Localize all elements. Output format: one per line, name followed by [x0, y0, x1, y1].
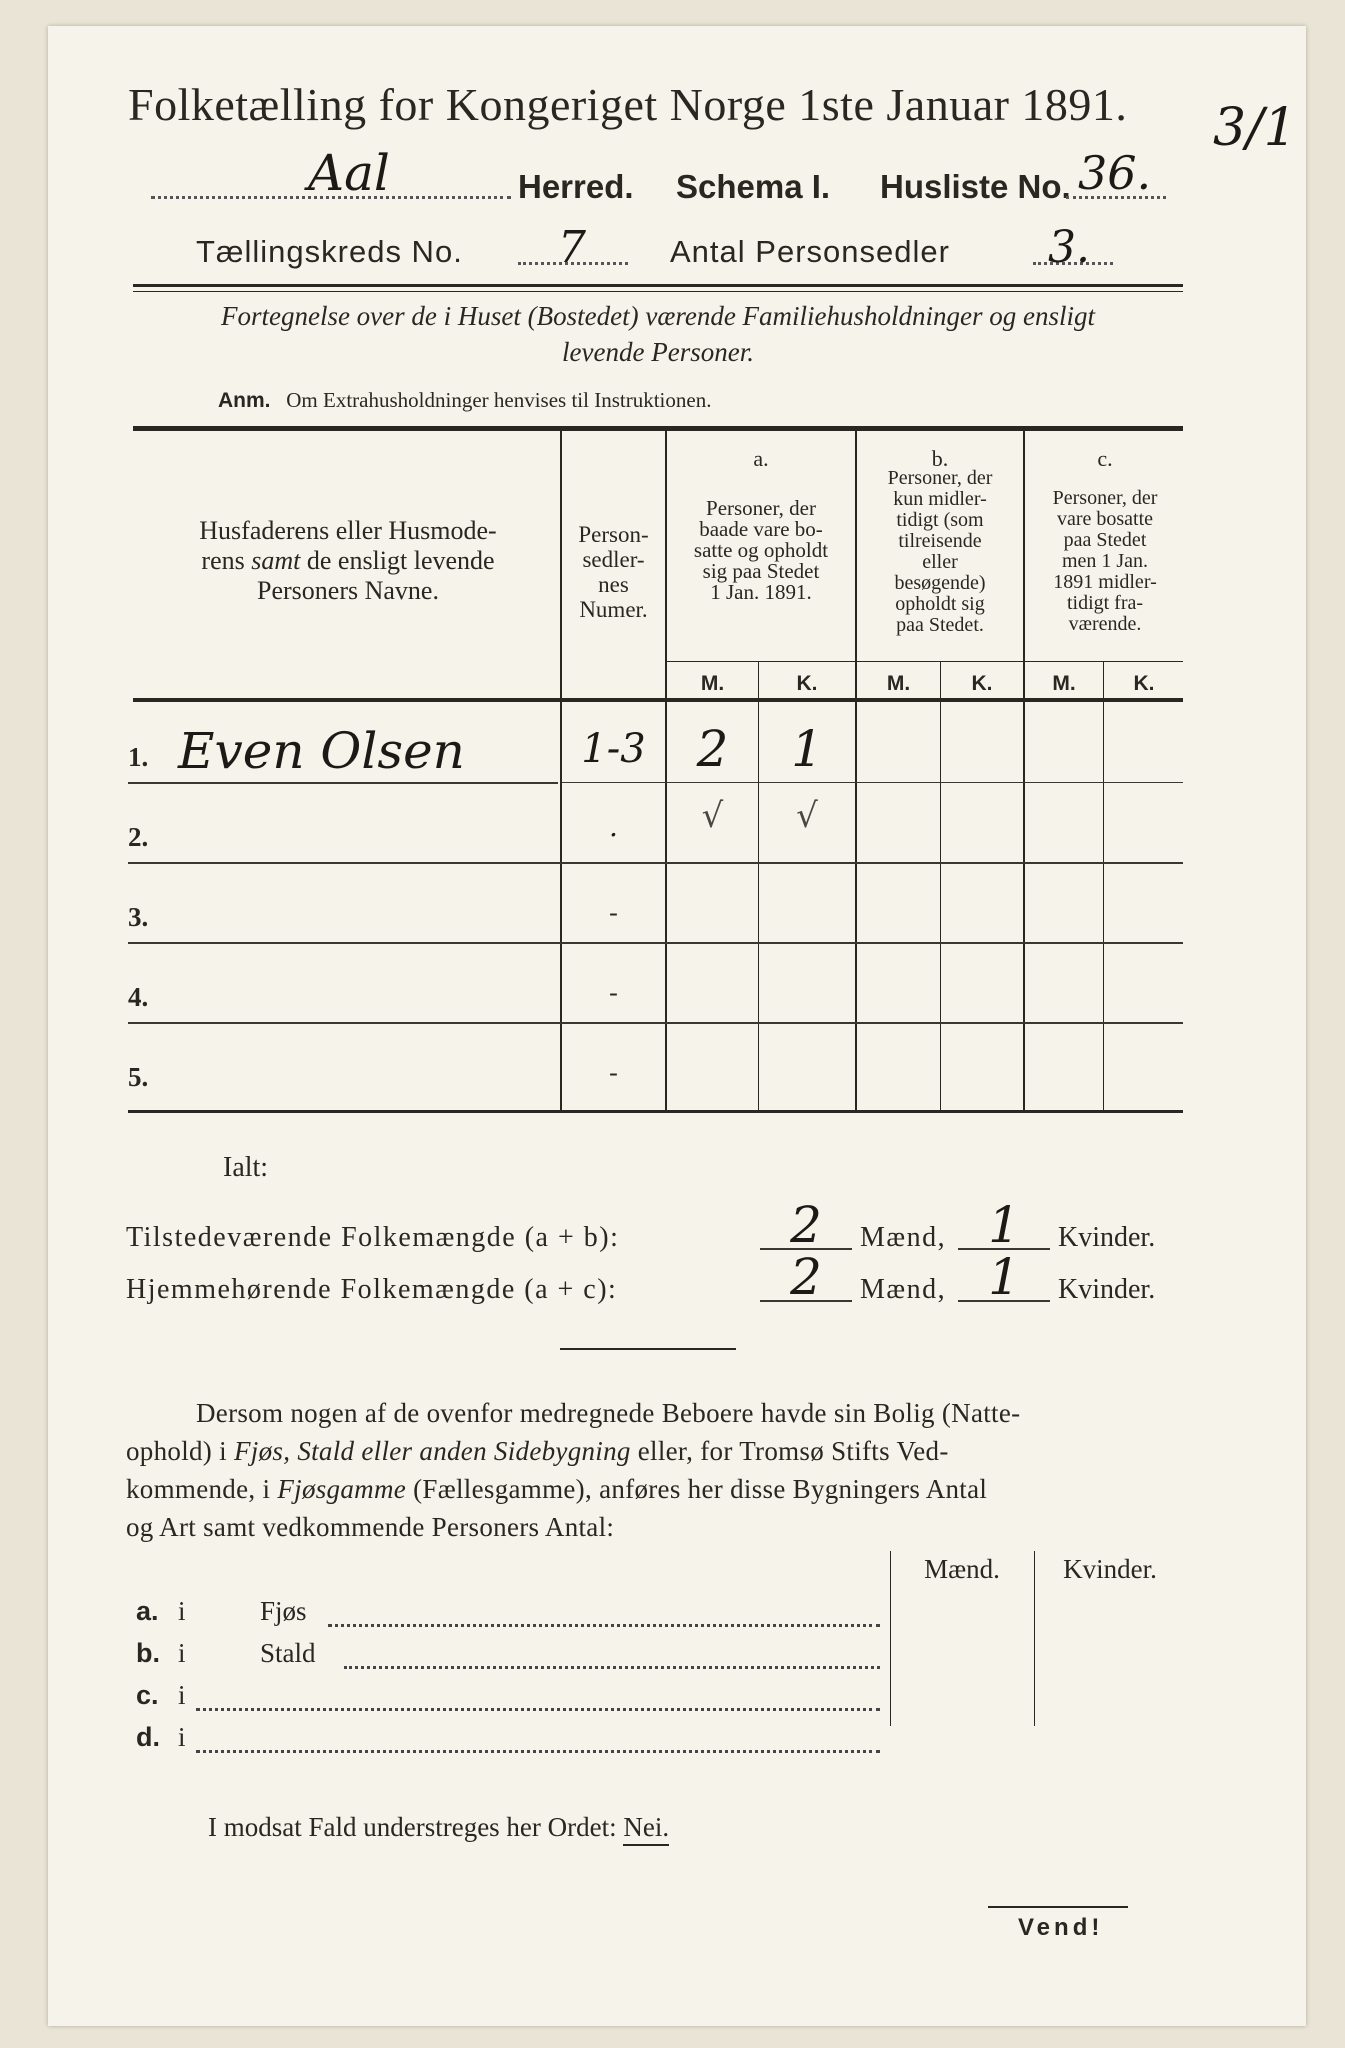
- row-1-name-line: [128, 782, 558, 784]
- modsat-label: I modsat Fald understreges her Ordet:: [208, 1812, 617, 1842]
- vend-rule: [988, 1906, 1128, 1908]
- a-m-value: 2: [696, 720, 729, 778]
- sedler-number: -: [609, 898, 618, 927]
- husliste-value: 36.: [1078, 146, 1152, 200]
- col-header-sedler-l2: sedler-: [582, 547, 645, 572]
- herred-label: Herred.: [518, 168, 634, 205]
- buildings-col-maend: Mænd.: [924, 1554, 1000, 1584]
- col-divider-b-mk: [940, 661, 941, 1111]
- hjemme-maend: Mænd,: [860, 1274, 947, 1305]
- modsat-text: [208, 1812, 669, 1843]
- col-header-names: [138, 516, 558, 606]
- ialt-label: Ialt:: [223, 1152, 269, 1183]
- group-a-l4: sig paa Stedet: [702, 559, 820, 583]
- building-dots: [196, 1750, 880, 1753]
- a-k-value: 1: [791, 720, 823, 778]
- table-header-rule: [133, 698, 1183, 702]
- b-m-label: M.: [886, 672, 911, 695]
- para-line-2: [126, 1432, 1184, 1470]
- group-b-letter: b.: [931, 446, 949, 471]
- group-b-l2: kun midler-: [893, 488, 987, 510]
- building-letter: c.: [136, 1680, 159, 1710]
- group-c-l1: Personer, der: [1052, 487, 1158, 509]
- col-header-names-l2b: samt: [251, 546, 301, 575]
- group-c-l5: 1891 midler-: [1053, 571, 1157, 593]
- row-number: 1.: [128, 742, 149, 772]
- row-4-line: [128, 1022, 1183, 1024]
- hjemme-k-value: 1: [988, 1248, 1020, 1306]
- a-m-label: M.: [700, 672, 725, 695]
- anm-note: [218, 388, 711, 413]
- group-b-l3: tidigt (som: [896, 509, 984, 531]
- building-letter: b.: [136, 1638, 160, 1668]
- para-l3a: kommende, i: [126, 1474, 271, 1504]
- antal-label: Antal Personsedler: [670, 234, 950, 269]
- para-l2c: eller, for Tromsø Stifts Ved-: [637, 1436, 949, 1466]
- b-k-label: K.: [971, 672, 993, 695]
- group-c-header: [1025, 488, 1185, 635]
- building-i: i: [178, 1680, 186, 1710]
- person-name: Even Olsen: [178, 722, 465, 780]
- intro-line-1: Fortegnelse over de i Huset (Bostedet) værende Familiehusholdninger og ensligt: [220, 301, 1096, 331]
- col-header-names-l2a: rens: [201, 546, 245, 575]
- hjemme-m-value: 2: [790, 1248, 822, 1306]
- tilstede-maend: Mænd,: [860, 1222, 947, 1253]
- c-m-label: M.: [1052, 672, 1076, 695]
- row-number: 5.: [128, 1062, 149, 1092]
- building-dots: [328, 1624, 880, 1627]
- row-number: 3.: [128, 902, 149, 932]
- intro-text: [133, 298, 1183, 370]
- tilstede-m-value: 2: [790, 1196, 822, 1254]
- buildings-col-kvinder: Kvinder.: [1063, 1554, 1157, 1584]
- group-c-l7: værende.: [1068, 613, 1142, 635]
- group-c-l6: tidigt fra-: [1066, 592, 1144, 614]
- nei-word: Nei.: [623, 1812, 669, 1846]
- building-letter: a.: [136, 1596, 159, 1626]
- row-2-line: [128, 862, 1183, 864]
- group-a-l3: satte og opholdt: [693, 538, 829, 562]
- sedler-number: -: [609, 978, 618, 1007]
- row-3-line: [128, 942, 1183, 944]
- building-label: Stald: [260, 1638, 316, 1668]
- col-divider-c-mk: [1103, 661, 1104, 1111]
- group-b-l1: Personer, der: [887, 467, 993, 489]
- col-header-names-l1: Husfaderens eller Husmode-: [199, 516, 497, 545]
- kreds-value: 7: [558, 222, 586, 273]
- form-title: Folketælling for Kongeriget Norge 1ste Januar 1891.: [128, 79, 1128, 130]
- group-a-l5: 1 Jan. 1891.: [710, 580, 812, 604]
- col-header-sedler: [562, 522, 665, 622]
- para-l2a: ophold) i: [126, 1436, 227, 1466]
- para-l3c: (Fællesgamme), anføres her disse Bygningers Antal: [413, 1474, 988, 1504]
- group-b-l5: eller: [922, 551, 958, 573]
- para-line-3: [126, 1470, 1184, 1508]
- group-c-l2: vare bosatte: [1056, 508, 1154, 530]
- buildings-divider-1: [890, 1551, 891, 1726]
- header-rule-bottom: [133, 291, 1183, 292]
- intro-line-2: levende Personer.: [562, 337, 754, 367]
- para-l2b: Fjøs, Stald eller anden Sidebygning: [234, 1436, 631, 1466]
- building-label: Fjøs: [260, 1596, 307, 1626]
- a-m-checkmark: √: [701, 796, 724, 836]
- corner-note: 3/1: [1213, 98, 1297, 158]
- col-header-sedler-l3: nes: [598, 572, 629, 597]
- a-k-label: K.: [796, 672, 818, 695]
- tilstede-label: Tilstedeværende Folkemængde (a + b):: [126, 1222, 620, 1253]
- row-number: 2.: [128, 822, 149, 852]
- tilstede-kvinder: Kvinder.: [1058, 1222, 1156, 1253]
- sedler-number: 1-3: [581, 726, 646, 772]
- table-bottom-rule: [128, 1110, 1183, 1113]
- group-b-header: [857, 468, 1023, 636]
- group-b-l7: opholdt sig: [895, 593, 985, 615]
- group-c-letter: c.: [1097, 446, 1113, 471]
- census-form-page: [48, 26, 1306, 2026]
- group-b-l8: paa Stedet.: [896, 614, 984, 636]
- sedler-number: .: [609, 810, 618, 843]
- group-a-l1: Personer, der: [706, 496, 816, 520]
- group-c-l4: men 1 Jan.: [1061, 550, 1149, 572]
- para-line-1: Dersom nogen af de ovenfor medregnede Beboere havde sin Bolig (Natte-: [196, 1398, 1021, 1428]
- c-k-label: K.: [1133, 672, 1155, 695]
- kreds-label: Tællingskreds No.: [196, 234, 463, 269]
- group-b-l4: tilreisende: [898, 530, 982, 552]
- para-line-4: og Art samt vedkommende Personers Antal:: [126, 1512, 615, 1542]
- hjemme-kvinder: Kvinder.: [1058, 1274, 1156, 1305]
- hjemme-label: Hjemmehørende Folkemængde (a + c):: [126, 1274, 618, 1305]
- tilstede-k-value: 1: [988, 1196, 1020, 1254]
- table-top-rule: [133, 426, 1183, 431]
- group-c-l3: paa Stedet: [1063, 529, 1147, 551]
- sedler-number: -: [609, 1058, 618, 1087]
- building-i: i: [178, 1722, 186, 1752]
- row-number: 4.: [128, 982, 149, 1012]
- group-subheader-rule: [667, 661, 1183, 662]
- building-dots: [344, 1666, 880, 1669]
- building-letter: d.: [136, 1722, 160, 1752]
- group-a-l2: baade vare bo-: [699, 517, 823, 541]
- col-header-sedler-l1: Person-: [578, 522, 649, 547]
- building-i: i: [178, 1596, 186, 1626]
- row-1-line: [562, 782, 1183, 783]
- col-header-sedler-l4: Numer.: [579, 597, 648, 622]
- herred-value: Aal: [308, 144, 390, 202]
- building-i: i: [178, 1638, 186, 1668]
- anm-text: Om Extrahusholdninger henvises til Instruktionen.: [286, 388, 712, 412]
- a-k-checkmark: √: [796, 796, 818, 836]
- group-a-header: [667, 498, 855, 603]
- schema-label: Schema I.: [676, 168, 831, 205]
- group-b-l6: besøgende): [894, 572, 986, 594]
- antal-value: 3.: [1048, 222, 1090, 273]
- group-a-letter: a.: [753, 446, 769, 471]
- building-dots: [196, 1708, 880, 1711]
- vend-label: Vend!: [1018, 1914, 1104, 1941]
- para-l3b: Fjøsgamme: [277, 1474, 407, 1504]
- husliste-label: Husliste No.: [880, 168, 1071, 205]
- sidebygning-paragraph: [126, 1394, 1184, 1546]
- header-rule-top: [133, 284, 1183, 287]
- anm-label: Anm.: [218, 389, 271, 412]
- col-header-names-l2c: de ensligt levende: [306, 546, 495, 575]
- buildings-divider-2: [1034, 1551, 1035, 1726]
- separator-rule: [560, 1348, 736, 1350]
- col-header-names-l3: Personers Navne.: [257, 576, 439, 605]
